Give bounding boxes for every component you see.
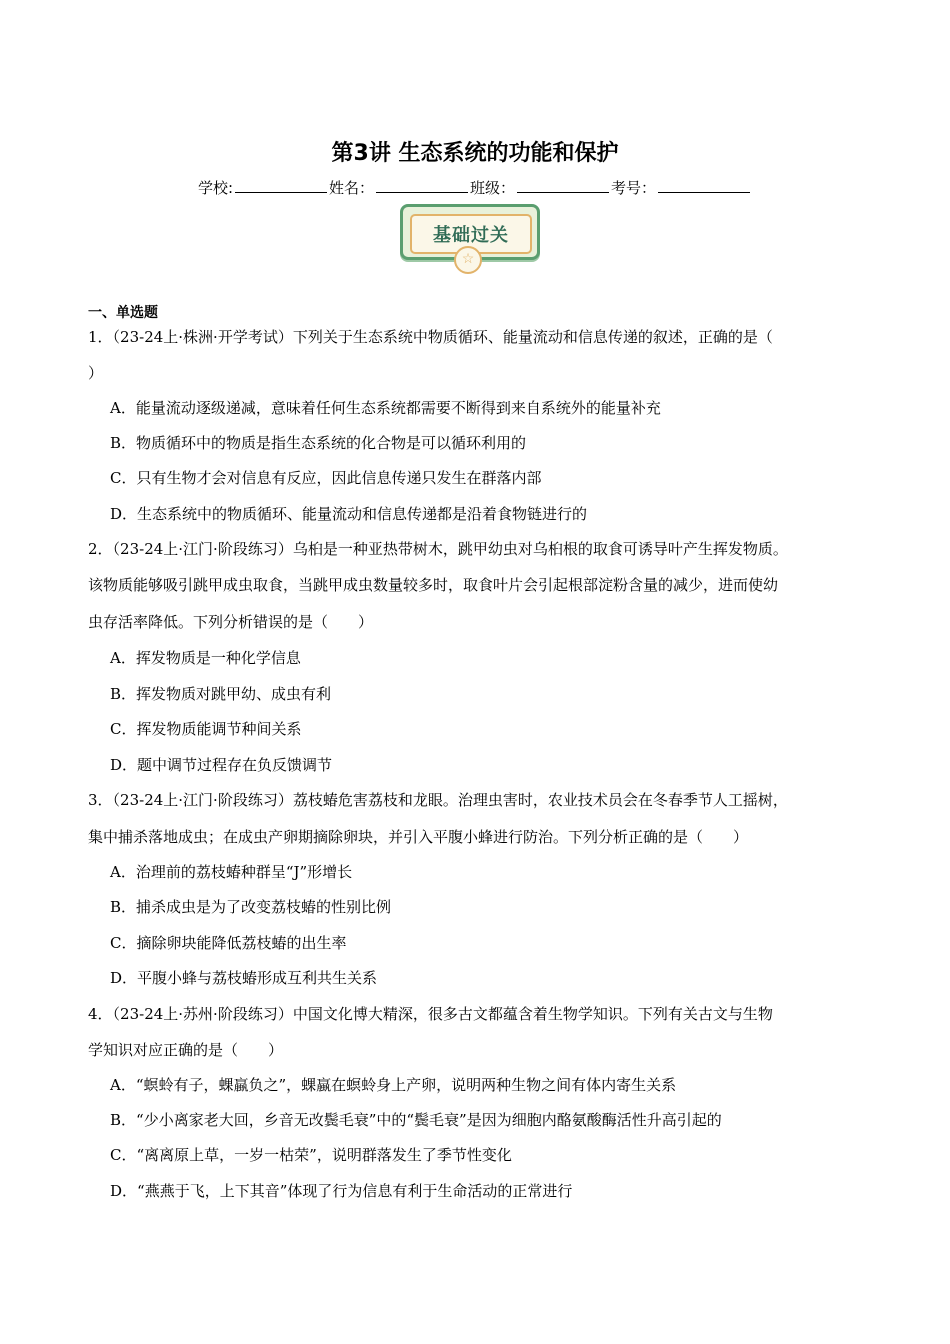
- class-blank: [517, 178, 609, 193]
- school-label: 学校:: [197, 179, 233, 197]
- question-2-text-line-2: 该物质能够吸引跳甲成虫取食，当跳甲成虫数量较多时，取食叶片会引起根部淀粉含量的减少，进而使幼: [88, 576, 779, 594]
- question-2-option-a: A．挥发物质是一种化学信息: [110, 649, 301, 667]
- name-label: 姓名：: [329, 179, 375, 197]
- question-4-option-d: D．“燕燕于飞，上下其音”体现了行为信息有利于生命活动的正常进行: [110, 1182, 573, 1200]
- question-4-option-b: B．“少小离家老大回，乡音无改鬓毛衰”中的“鬓毛衰”是因为细胞内酪氨酸酶活性升高引起的: [110, 1111, 722, 1129]
- question-2-option-b: B．挥发物质对跳甲幼、成虫有利: [110, 685, 332, 703]
- question-1-option-c: C．只有生物才会对信息有反应，因此信息传递只发生在群落内部: [110, 469, 542, 487]
- question-3-option-c: C．摘除卵块能降低荔枝蝽的出生率: [110, 934, 347, 952]
- question-2-option-d: D．题中调节过程存在负反馈调节: [110, 756, 333, 774]
- star-icon: ☆: [454, 246, 482, 274]
- id-label: 考号：: [611, 179, 657, 197]
- question-2-text-line-3: 虫存活率降低。下列分析错误的是（ ）: [88, 613, 374, 631]
- name-blank: [376, 178, 468, 193]
- section-title: 一、单选题: [88, 305, 158, 321]
- badge-label: 基础过关: [410, 214, 532, 254]
- student-info-row: [0, 177, 950, 198]
- question-3-text-line-1: 3．（23-24上·江门·阶段练习）荔枝蝽危害荔枝和龙眼。治理虫害时，农业技术员会在冬春季节人工摇树，: [88, 791, 788, 809]
- school-blank: [235, 178, 327, 193]
- question-2-text-line-1: 2．（23-24上·江门·阶段练习）乌桕是一种亚热带树木，跳甲幼虫对乌桕根的取食可诱导叶产生挥发物质。: [88, 540, 788, 558]
- id-blank: [658, 178, 750, 193]
- question-3-option-b: B．捕杀成虫是为了改变荔枝蝽的性别比例: [110, 898, 392, 916]
- question-4-option-c: C．“离离原上草，一岁一枯荣”，说明群落发生了季节性变化: [110, 1146, 512, 1164]
- question-1-text-line-1: 1．（23-24上·株洲·开学考试）下列关于生态系统中物质循环、能量流动和信息传递的叙述，正确的是（: [88, 328, 773, 346]
- question-1-option-d: D．生态系统中的物质循环、能量流动和信息传递都是沿着食物链进行的: [110, 505, 588, 523]
- question-3-option-a: A．治理前的荔枝蝽种群呈“J”形增长: [110, 863, 353, 881]
- question-4-text-line-1: 4．（23-24上·苏州·阶段练习）中国文化博大精深，很多古文都蕴含着生物学知识。下列有关古文与生物: [88, 1005, 773, 1023]
- question-1-text-line-2: ）: [88, 364, 104, 382]
- question-2-option-c: C．挥发物质能调节种间关系: [110, 720, 302, 738]
- question-4-text-line-2: 学知识对应正确的是（ ）: [88, 1041, 284, 1059]
- question-3-text-line-2: 集中捕杀落地成虫；在成虫产卵期摘除卵块，并引入平腹小蜂进行防治。下列分析正确的是（ ）: [88, 828, 749, 846]
- class-label: 班级：: [470, 179, 516, 197]
- question-1-option-a: A．能量流动逐级递减，意味着任何生态系统都需要不断得到来自系统外的能量补充: [110, 399, 661, 417]
- question-4-option-a: A．“螟蛉有子，蜾蠃负之”，蜾蠃在螟蛉身上产卵，说明两种生物之间有体内寄生关系: [110, 1076, 677, 1094]
- question-3-option-d: D．平腹小蜂与荔枝蝽形成互利共生关系: [110, 969, 378, 987]
- section-badge: [398, 202, 542, 268]
- question-1-option-b: B．物质循环中的物质是指生态系统的化合物是可以循环利用的: [110, 434, 527, 452]
- page-title: 第3讲 生态系统的功能和保护: [331, 141, 619, 166]
